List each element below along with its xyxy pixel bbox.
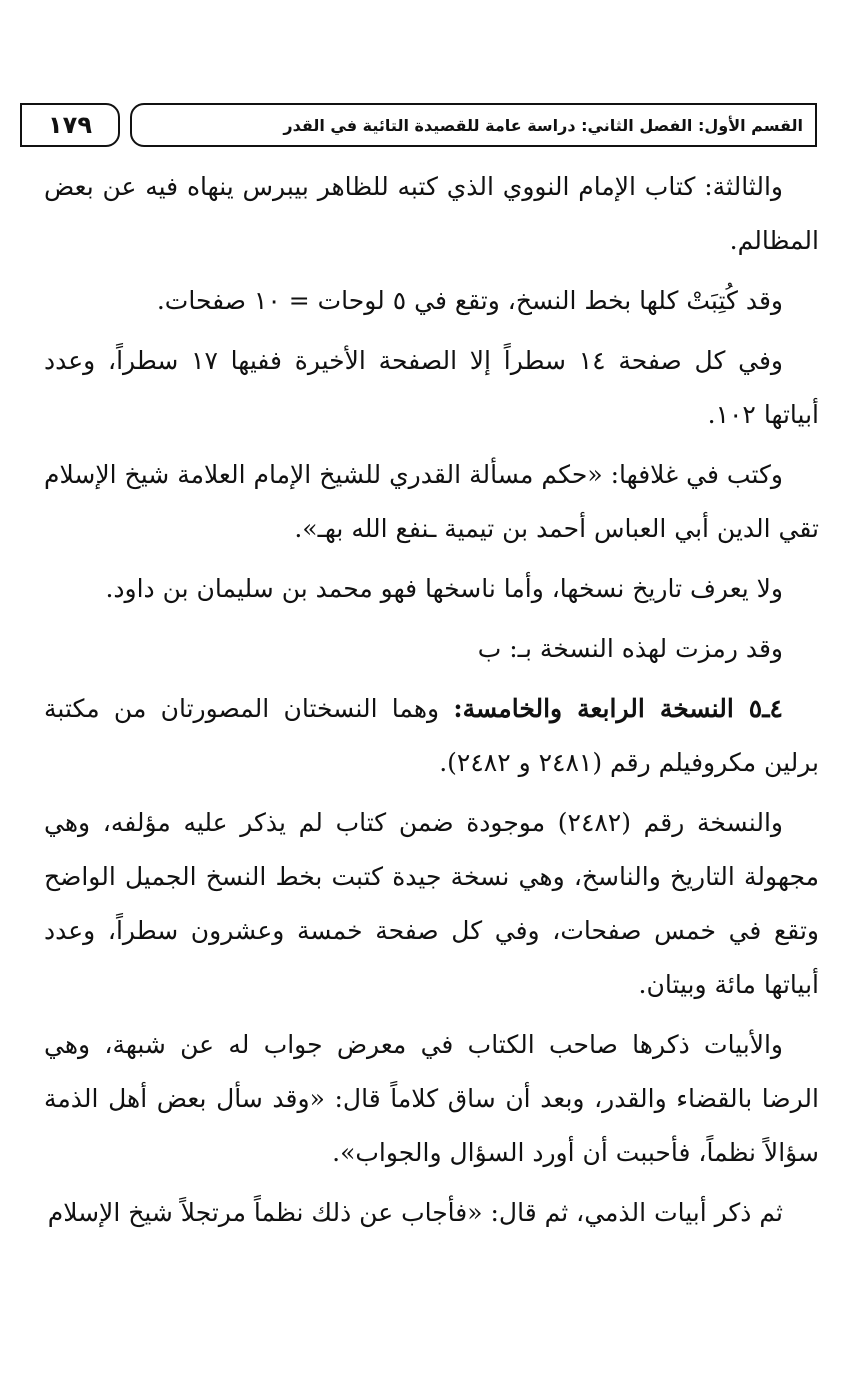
paragraph: ثم ذكر أبيات الذمي، ثم قال: «فأجاب عن ذلك نظماً مرتجلاً شيخ الإسلام [47,1198,783,1227]
section-text: وهما النسختان المصورتان من مكتبة برلين مكروفيلم رقم (٢٤٨١ و ٢٤٨٢). [44,694,819,777]
paragraph: والثالثة: كتاب الإمام النووي الذي كتبه للظاهر بيبرس ينهاه فيه عن بعض المظالم. [44,172,819,255]
paragraph: ولا يعرف تاريخ نسخها، وأما ناسخها فهو محمد بن سليمان بن داود. [105,574,783,603]
page-header [20,103,817,149]
page-number: ١٧٩ [20,103,120,147]
page-body [44,160,819,1246]
paragraph: وقد كُتِبَتْ كلها بخط النسخ، وتقع في ٥ لوحات = ١٠ صفحات. [156,286,783,315]
paragraph: وفي كل صفحة ١٤ سطراً إلا الصفحة الأخيرة ففيها ١٧ سطراً، وعدد أبياتها ١٠٢. [44,346,819,429]
paragraph: وقد رمزت لهذه النسخة بـ: ب [477,634,783,663]
section-heading: ٤ـ٥ النسخة الرابعة والخامسة: [453,694,783,723]
paragraph: وكتب في غلافها: «حكم مسألة القدري للشيخ الإمام العلامة شيخ الإسلام تقي الدين أبي العباس أحمد بن تيمية ـنفع الله بهـ». [44,460,819,543]
running-title: القسم الأول: الفصل الثاني: دراسة عامة للقصيدة التائية في القدر [130,103,817,147]
paragraph: والنسخة رقم (٢٤٨٢) موجودة ضمن كتاب لم يذكر عليه مؤلفه، وهي مجهولة التاريخ والناسخ، وهي نسخة جيدة كتبت بخط النسخ الجميل الواضح وتقع في خمس صفحات، وفي كل صفحة خمسة وعشرون سطراً، وعدد أبياتها مائة وبيتان. [44,808,819,999]
paragraph: والأبيات ذكرها صاحب الكتاب في معرض جواب له عن شبهة، وهي الرضا بالقضاء والقدر، وبعد أن ساق كلاماً قال: «وقد سأل بعض أهل الذمة سؤالاً نظماً، فأحببت أن أورد السؤال والجواب». [44,1030,819,1167]
section-paragraph [44,682,819,790]
